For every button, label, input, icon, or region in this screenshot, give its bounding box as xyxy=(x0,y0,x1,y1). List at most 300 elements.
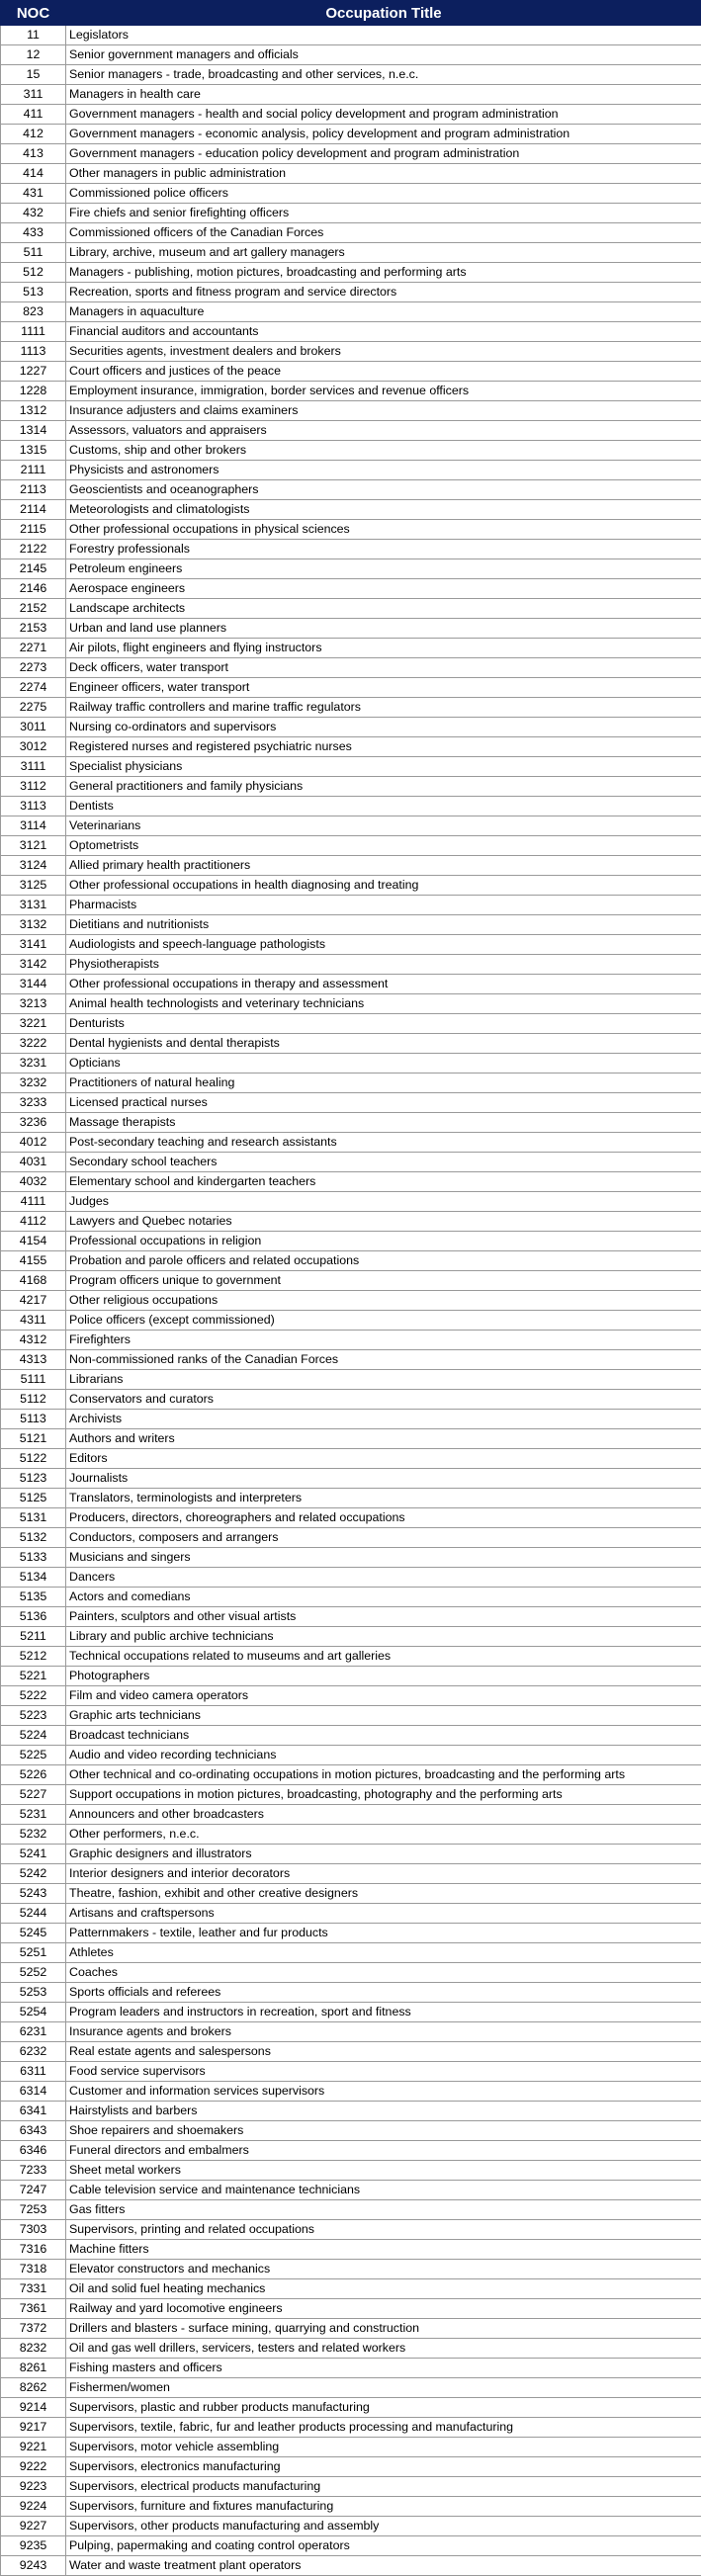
noc-cell[interactable]: 4012 xyxy=(1,1133,66,1153)
occupation-title-cell[interactable]: Customer and information services supervisors xyxy=(66,2082,701,2102)
occupation-title-cell[interactable]: Employment insurance, immigration, border services and revenue officers xyxy=(66,382,701,401)
occupation-title-cell[interactable]: Specialist physicians xyxy=(66,757,701,777)
occupation-title-cell[interactable]: Gas fitters xyxy=(66,2200,701,2220)
noc-cell[interactable]: 1228 xyxy=(1,382,66,401)
noc-cell[interactable]: 413 xyxy=(1,144,66,164)
table-row xyxy=(1,797,701,816)
noc-cell[interactable]: 5131 xyxy=(1,1508,66,1528)
noc-cell[interactable]: 1314 xyxy=(1,421,66,441)
noc-cell[interactable]: 5113 xyxy=(1,1410,66,1429)
noc-cell[interactable]: 3233 xyxy=(1,1093,66,1113)
occupation-title-cell[interactable]: Athletes xyxy=(66,1943,701,1963)
occupation-title-cell[interactable]: Secondary school teachers xyxy=(66,1153,701,1172)
occupation-title-cell[interactable]: Aerospace engineers xyxy=(66,579,701,599)
table-row xyxy=(1,1943,701,1963)
occupation-title-cell[interactable]: Railway traffic controllers and marine traffic regulators xyxy=(66,698,701,718)
noc-cell[interactable]: 8262 xyxy=(1,2378,66,2398)
noc-cell[interactable]: 412 xyxy=(1,125,66,144)
noc-cell[interactable]: 3132 xyxy=(1,915,66,935)
table-row xyxy=(1,1469,701,1489)
noc-cell[interactable]: 7372 xyxy=(1,2319,66,2339)
occupation-title-cell[interactable]: Food service supervisors xyxy=(66,2062,701,2082)
occupation-title-cell[interactable]: Managers in health care xyxy=(66,85,701,105)
header-noc[interactable]: NOC xyxy=(1,1,66,26)
noc-cell[interactable]: 2122 xyxy=(1,540,66,559)
occupation-title-cell[interactable]: Customs, ship and other brokers xyxy=(66,441,701,461)
occupation-title-cell[interactable]: Denturists xyxy=(66,1014,701,1034)
occupation-title-cell[interactable]: Dentists xyxy=(66,797,701,816)
occupation-title-cell[interactable]: Painters, sculptors and other visual artists xyxy=(66,1607,701,1627)
table-row xyxy=(1,2220,701,2240)
occupation-title-cell[interactable]: Non-commissioned ranks of the Canadian Forces xyxy=(66,1350,701,1370)
occupation-title-cell[interactable]: Pulping, papermaking and coating control operators xyxy=(66,2536,701,2556)
noc-cell[interactable]: 3121 xyxy=(1,836,66,856)
noc-cell[interactable]: 7233 xyxy=(1,2161,66,2181)
noc-cell[interactable]: 8261 xyxy=(1,2359,66,2378)
noc-cell[interactable]: 5232 xyxy=(1,1825,66,1845)
occupation-title-cell[interactable]: Photographers xyxy=(66,1667,701,1686)
noc-cell[interactable]: 4112 xyxy=(1,1212,66,1232)
occupation-title-cell[interactable]: Producers, directors, choreographers and related occupations xyxy=(66,1508,701,1528)
noc-cell[interactable]: 5226 xyxy=(1,1765,66,1785)
occupation-title-cell[interactable]: Real estate agents and salespersons xyxy=(66,2042,701,2062)
occupation-title-cell[interactable]: Technical occupations related to museums and art galleries xyxy=(66,1647,701,1667)
occupation-title-cell[interactable]: Elementary school and kindergarten teachers xyxy=(66,1172,701,1192)
noc-cell[interactable]: 6311 xyxy=(1,2062,66,2082)
table-row xyxy=(1,421,701,441)
occupation-title-cell[interactable]: Judges xyxy=(66,1192,701,1212)
noc-cell[interactable]: 1111 xyxy=(1,322,66,342)
occupation-title-cell[interactable]: Musicians and singers xyxy=(66,1548,701,1568)
occupation-title-cell[interactable]: Dancers xyxy=(66,1568,701,1588)
occupation-title-cell[interactable]: Practitioners of natural healing xyxy=(66,1073,701,1093)
occupation-title-cell[interactable]: Journalists xyxy=(66,1469,701,1489)
noc-cell[interactable]: 5125 xyxy=(1,1489,66,1508)
occupation-title-cell[interactable]: Other technical and co-ordinating occupations in motion pictures, broadcasting and the performing arts xyxy=(66,1765,701,1785)
noc-cell[interactable]: 7253 xyxy=(1,2200,66,2220)
noc-cell[interactable]: 5231 xyxy=(1,1805,66,1825)
occupation-title-cell[interactable]: Railway and yard locomotive engineers xyxy=(66,2299,701,2319)
noc-cell[interactable]: 3111 xyxy=(1,757,66,777)
noc-cell[interactable]: 5121 xyxy=(1,1429,66,1449)
noc-cell[interactable]: 512 xyxy=(1,263,66,283)
noc-cell[interactable]: 15 xyxy=(1,65,66,85)
table-row xyxy=(1,2319,701,2339)
table-row xyxy=(1,1706,701,1726)
noc-cell[interactable]: 7316 xyxy=(1,2240,66,2260)
noc-cell[interactable]: 5111 xyxy=(1,1370,66,1390)
occupation-title-cell[interactable]: Conductors, composers and arrangers xyxy=(66,1528,701,1548)
occupation-title-cell[interactable]: Supervisors, other products manufacturing and assembly xyxy=(66,2517,701,2536)
occupation-title-cell[interactable]: Other managers in public administration xyxy=(66,164,701,184)
occupation-title-cell[interactable]: Court officers and justices of the peace xyxy=(66,362,701,382)
occupation-title-cell[interactable]: Supervisors, printing and related occupations xyxy=(66,2220,701,2240)
occupation-title-cell[interactable]: Coaches xyxy=(66,1963,701,1983)
occupation-title-cell[interactable]: Drillers and blasters - surface mining, quarrying and construction xyxy=(66,2319,701,2339)
noc-cell[interactable]: 311 xyxy=(1,85,66,105)
noc-cell[interactable]: 3213 xyxy=(1,994,66,1014)
occupation-title-cell[interactable]: Animal health technologists and veterinary technicians xyxy=(66,994,701,1014)
noc-cell[interactable]: 3222 xyxy=(1,1034,66,1054)
noc-cell[interactable]: 4155 xyxy=(1,1251,66,1271)
occupation-title-cell[interactable]: Editors xyxy=(66,1449,701,1469)
occupation-title-cell[interactable]: Shoe repairers and shoemakers xyxy=(66,2121,701,2141)
noc-cell[interactable]: 2113 xyxy=(1,480,66,500)
noc-cell[interactable]: 6346 xyxy=(1,2141,66,2161)
occupation-title-cell[interactable]: Authors and writers xyxy=(66,1429,701,1449)
noc-cell[interactable]: 4154 xyxy=(1,1232,66,1251)
occupation-title-cell[interactable]: Firefighters xyxy=(66,1331,701,1350)
table-row xyxy=(1,1350,701,1370)
noc-cell[interactable]: 9223 xyxy=(1,2477,66,2497)
occupation-title-cell[interactable]: Patternmakers - textile, leather and fur products xyxy=(66,1924,701,1943)
occupation-title-cell[interactable]: Other professional occupations in health diagnosing and treating xyxy=(66,876,701,896)
occupation-title-cell[interactable]: Recreation, sports and fitness program and service directors xyxy=(66,283,701,302)
occupation-title-cell[interactable]: Meteorologists and climatologists xyxy=(66,500,701,520)
occupation-title-cell[interactable]: Senior managers - trade, broadcasting and other services, n.e.c. xyxy=(66,65,701,85)
occupation-title-cell[interactable]: Lawyers and Quebec notaries xyxy=(66,1212,701,1232)
noc-cell[interactable]: 3112 xyxy=(1,777,66,797)
noc-cell[interactable]: 3124 xyxy=(1,856,66,876)
noc-cell[interactable]: 5112 xyxy=(1,1390,66,1410)
noc-cell[interactable]: 1227 xyxy=(1,362,66,382)
table-row xyxy=(1,2398,701,2418)
table-body xyxy=(1,26,701,2576)
occupation-title-cell[interactable]: Program officers unique to government xyxy=(66,1271,701,1291)
noc-cell[interactable]: 5245 xyxy=(1,1924,66,1943)
table-row xyxy=(1,1825,701,1845)
occupation-title-cell[interactable]: Water and waste treatment plant operators xyxy=(66,2556,701,2576)
noc-cell[interactable]: 5243 xyxy=(1,1884,66,1904)
occupation-title-cell[interactable]: Other religious occupations xyxy=(66,1291,701,1311)
occupation-title-cell[interactable]: Pharmacists xyxy=(66,896,701,915)
noc-cell[interactable]: 5122 xyxy=(1,1449,66,1469)
noc-cell[interactable]: 411 xyxy=(1,105,66,125)
noc-cell[interactable]: 3231 xyxy=(1,1054,66,1073)
occupation-title-cell[interactable]: Allied primary health practitioners xyxy=(66,856,701,876)
occupation-title-cell[interactable]: Audio and video recording technicians xyxy=(66,1746,701,1765)
occupation-title-cell[interactable]: Registered nurses and registered psychiatric nurses xyxy=(66,737,701,757)
noc-cell[interactable]: 5251 xyxy=(1,1943,66,1963)
table-row xyxy=(1,1686,701,1706)
noc-cell[interactable]: 4031 xyxy=(1,1153,66,1172)
table-row xyxy=(1,2457,701,2477)
occupation-title-cell[interactable]: Audiologists and speech-language pathologists xyxy=(66,935,701,955)
table-row xyxy=(1,2042,701,2062)
occupation-title-cell[interactable]: Actors and comedians xyxy=(66,1588,701,1607)
noc-cell[interactable]: 9222 xyxy=(1,2457,66,2477)
noc-cell[interactable]: 5242 xyxy=(1,1864,66,1884)
noc-cell[interactable]: 3232 xyxy=(1,1073,66,1093)
occupation-title-cell[interactable]: Archivists xyxy=(66,1410,701,1429)
noc-cell[interactable]: 3125 xyxy=(1,876,66,896)
noc-cell[interactable]: 5241 xyxy=(1,1845,66,1864)
occupation-title-cell[interactable]: Supervisors, electrical products manufacturing xyxy=(66,2477,701,2497)
table-header xyxy=(1,1,701,26)
noc-cell[interactable]: 1315 xyxy=(1,441,66,461)
occupation-title-cell[interactable]: Supervisors, plastic and rubber products manufacturing xyxy=(66,2398,701,2418)
noc-cell[interactable]: 7331 xyxy=(1,2279,66,2299)
occupation-title-cell[interactable]: Petroleum engineers xyxy=(66,559,701,579)
occupation-title-cell[interactable]: Artisans and craftspersons xyxy=(66,1904,701,1924)
noc-cell[interactable]: 414 xyxy=(1,164,66,184)
occupation-title-cell[interactable]: Announcers and other broadcasters xyxy=(66,1805,701,1825)
noc-cell[interactable]: 5227 xyxy=(1,1785,66,1805)
table-row xyxy=(1,1785,701,1805)
noc-cell[interactable]: 6314 xyxy=(1,2082,66,2102)
occupation-title-cell[interactable]: Deck officers, water transport xyxy=(66,658,701,678)
noc-cell[interactable]: 3012 xyxy=(1,737,66,757)
noc-cell[interactable]: 2271 xyxy=(1,639,66,658)
noc-cell[interactable]: 7247 xyxy=(1,2181,66,2200)
occupation-title-cell[interactable]: Broadcast technicians xyxy=(66,1726,701,1746)
noc-cell[interactable]: 2152 xyxy=(1,599,66,619)
occupation-title-cell[interactable]: Government managers - economic analysis, policy development and program administration xyxy=(66,125,701,144)
noc-cell[interactable]: 2146 xyxy=(1,579,66,599)
noc-cell[interactable]: 5225 xyxy=(1,1746,66,1765)
noc-cell[interactable]: 4111 xyxy=(1,1192,66,1212)
occupation-title-cell[interactable]: Physiotherapists xyxy=(66,955,701,975)
occupation-title-cell[interactable]: Forestry professionals xyxy=(66,540,701,559)
noc-cell[interactable]: 3144 xyxy=(1,975,66,994)
occupation-title-cell[interactable]: Theatre, fashion, exhibit and other creative designers xyxy=(66,1884,701,1904)
table-row xyxy=(1,520,701,540)
table-row xyxy=(1,441,701,461)
noc-cell[interactable]: 6343 xyxy=(1,2121,66,2141)
noc-cell[interactable]: 2111 xyxy=(1,461,66,480)
noc-cell[interactable]: 2114 xyxy=(1,500,66,520)
noc-cell[interactable]: 5134 xyxy=(1,1568,66,1588)
table-row xyxy=(1,1568,701,1588)
occupation-title-cell[interactable]: Nursing co-ordinators and supervisors xyxy=(66,718,701,737)
table-row xyxy=(1,302,701,322)
occupation-title-cell[interactable]: Sheet metal workers xyxy=(66,2161,701,2181)
noc-cell[interactable]: 432 xyxy=(1,204,66,223)
occupation-title-cell[interactable]: Library, archive, museum and art gallery managers xyxy=(66,243,701,263)
table-row xyxy=(1,480,701,500)
occupation-title-cell[interactable]: Library and public archive technicians xyxy=(66,1627,701,1647)
occupation-title-cell[interactable]: Hairstylists and barbers xyxy=(66,2102,701,2121)
occupation-title-cell[interactable]: Supervisors, motor vehicle assembling xyxy=(66,2438,701,2457)
noc-cell[interactable]: 2274 xyxy=(1,678,66,698)
noc-cell[interactable]: 9217 xyxy=(1,2418,66,2438)
noc-cell[interactable]: 8232 xyxy=(1,2339,66,2359)
noc-cell[interactable]: 3131 xyxy=(1,896,66,915)
noc-cell[interactable]: 433 xyxy=(1,223,66,243)
occupation-title-cell[interactable]: Engineer officers, water transport xyxy=(66,678,701,698)
noc-cell[interactable]: 5223 xyxy=(1,1706,66,1726)
occupation-title-cell[interactable]: Cable television service and maintenance technicians xyxy=(66,2181,701,2200)
occupation-title-cell[interactable]: Senior government managers and officials xyxy=(66,45,701,65)
header-occupation-title[interactable]: Occupation Title xyxy=(66,1,701,26)
noc-cell[interactable]: 9221 xyxy=(1,2438,66,2457)
noc-cell[interactable]: 7318 xyxy=(1,2260,66,2279)
noc-cell[interactable]: 11 xyxy=(1,26,66,45)
occupation-title-cell[interactable]: Graphic arts technicians xyxy=(66,1706,701,1726)
noc-cell[interactable]: 9243 xyxy=(1,2556,66,2576)
noc-cell[interactable]: 6231 xyxy=(1,2022,66,2042)
noc-cell[interactable]: 12 xyxy=(1,45,66,65)
noc-cell[interactable]: 1312 xyxy=(1,401,66,421)
table-row xyxy=(1,757,701,777)
noc-cell[interactable]: 4032 xyxy=(1,1172,66,1192)
noc-cell[interactable]: 5135 xyxy=(1,1588,66,1607)
occupation-title-cell[interactable]: Elevator constructors and mechanics xyxy=(66,2260,701,2279)
noc-cell[interactable]: 3142 xyxy=(1,955,66,975)
noc-cell[interactable]: 3221 xyxy=(1,1014,66,1034)
noc-cell[interactable]: 3236 xyxy=(1,1113,66,1133)
noc-cell[interactable]: 431 xyxy=(1,184,66,204)
noc-cell[interactable]: 7361 xyxy=(1,2299,66,2319)
noc-cell[interactable]: 4217 xyxy=(1,1291,66,1311)
noc-cell[interactable]: 5132 xyxy=(1,1528,66,1548)
noc-cell[interactable]: 2145 xyxy=(1,559,66,579)
occupation-title-cell[interactable]: Insurance agents and brokers xyxy=(66,2022,701,2042)
noc-cell[interactable]: 5224 xyxy=(1,1726,66,1746)
table-row xyxy=(1,836,701,856)
occupation-title-cell[interactable]: Dietitians and nutritionists xyxy=(66,915,701,935)
noc-cell[interactable]: 511 xyxy=(1,243,66,263)
occupation-title-cell[interactable]: Interior designers and interior decorators xyxy=(66,1864,701,1884)
noc-cell[interactable]: 4311 xyxy=(1,1311,66,1331)
noc-cell[interactable]: 5221 xyxy=(1,1667,66,1686)
occupation-title-cell[interactable]: Optometrists xyxy=(66,836,701,856)
occupation-title-cell[interactable]: Physicists and astronomers xyxy=(66,461,701,480)
occupation-title-cell[interactable]: Assessors, valuators and appraisers xyxy=(66,421,701,441)
noc-cell[interactable]: 9214 xyxy=(1,2398,66,2418)
occupation-title-cell[interactable]: Managers in aquaculture xyxy=(66,302,701,322)
occupation-title-cell[interactable]: Professional occupations in religion xyxy=(66,1232,701,1251)
noc-cell[interactable]: 9235 xyxy=(1,2536,66,2556)
occupation-title-cell[interactable]: Machine fitters xyxy=(66,2240,701,2260)
noc-cell[interactable]: 5211 xyxy=(1,1627,66,1647)
occupation-title-cell[interactable]: Film and video camera operators xyxy=(66,1686,701,1706)
noc-cell[interactable]: 2115 xyxy=(1,520,66,540)
noc-cell[interactable]: 5123 xyxy=(1,1469,66,1489)
occupation-title-cell[interactable]: Oil and solid fuel heating mechanics xyxy=(66,2279,701,2299)
noc-cell[interactable]: 5252 xyxy=(1,1963,66,1983)
table-row xyxy=(1,718,701,737)
occupation-title-cell[interactable]: Translators, terminologists and interpreters xyxy=(66,1489,701,1508)
occupation-title-cell[interactable]: Probation and parole officers and related occupations xyxy=(66,1251,701,1271)
occupation-title-cell[interactable]: Oil and gas well drillers, servicers, testers and related workers xyxy=(66,2339,701,2359)
occupation-title-cell[interactable]: Legislators xyxy=(66,26,701,45)
noc-cell[interactable]: 5222 xyxy=(1,1686,66,1706)
noc-cell[interactable]: 4312 xyxy=(1,1331,66,1350)
occupation-title-cell[interactable]: Insurance adjusters and claims examiners xyxy=(66,401,701,421)
noc-cell[interactable]: 2275 xyxy=(1,698,66,718)
occupation-title-cell[interactable]: Geoscientists and oceanographers xyxy=(66,480,701,500)
noc-cell[interactable]: 5253 xyxy=(1,1983,66,2003)
noc-cell[interactable]: 3011 xyxy=(1,718,66,737)
noc-cell[interactable]: 2153 xyxy=(1,619,66,639)
table-row xyxy=(1,243,701,263)
occupation-title-cell[interactable]: Financial auditors and accountants xyxy=(66,322,701,342)
table-row xyxy=(1,1864,701,1884)
noc-cell[interactable]: 4168 xyxy=(1,1271,66,1291)
noc-cell[interactable]: 3113 xyxy=(1,797,66,816)
occupation-title-cell[interactable]: Fire chiefs and senior firefighting officers xyxy=(66,204,701,223)
occupation-title-cell[interactable]: Veterinarians xyxy=(66,816,701,836)
noc-cell[interactable]: 6341 xyxy=(1,2102,66,2121)
occupation-title-cell[interactable]: Other professional occupations in physical sciences xyxy=(66,520,701,540)
noc-cell[interactable]: 5212 xyxy=(1,1647,66,1667)
noc-cell[interactable]: 823 xyxy=(1,302,66,322)
occupation-title-cell[interactable]: Program leaders and instructors in recreation, sport and fitness xyxy=(66,2003,701,2022)
noc-cell[interactable]: 6232 xyxy=(1,2042,66,2062)
occupation-title-cell[interactable]: Massage therapists xyxy=(66,1113,701,1133)
noc-cell[interactable]: 9227 xyxy=(1,2517,66,2536)
noc-cell[interactable]: 5133 xyxy=(1,1548,66,1568)
occupation-title-cell[interactable]: Supervisors, textile, fabric, fur and leather products processing and manufacturing xyxy=(66,2418,701,2438)
occupation-title-cell[interactable]: Licensed practical nurses xyxy=(66,1093,701,1113)
noc-cell[interactable]: 3141 xyxy=(1,935,66,955)
noc-cell[interactable]: 3114 xyxy=(1,816,66,836)
table-row xyxy=(1,1212,701,1232)
occupation-title-cell[interactable]: Fishing masters and officers xyxy=(66,2359,701,2378)
occupation-title-cell[interactable]: Librarians xyxy=(66,1370,701,1390)
table-row xyxy=(1,45,701,65)
table-row xyxy=(1,2497,701,2517)
noc-cell[interactable]: 7303 xyxy=(1,2220,66,2240)
noc-cell[interactable]: 5254 xyxy=(1,2003,66,2022)
noc-cell[interactable]: 2273 xyxy=(1,658,66,678)
occupation-title-cell[interactable]: Managers - publishing, motion pictures, broadcasting and performing arts xyxy=(66,263,701,283)
occupation-title-cell[interactable]: General practitioners and family physicians xyxy=(66,777,701,797)
noc-cell[interactable]: 513 xyxy=(1,283,66,302)
occupation-title-cell[interactable]: Other professional occupations in therapy and assessment xyxy=(66,975,701,994)
occupation-title-cell[interactable]: Conservators and curators xyxy=(66,1390,701,1410)
table-row xyxy=(1,1627,701,1647)
occupation-title-cell[interactable]: Other performers, n.e.c. xyxy=(66,1825,701,1845)
occupation-title-cell[interactable]: Dental hygienists and dental therapists xyxy=(66,1034,701,1054)
occupation-title-cell[interactable]: Funeral directors and embalmers xyxy=(66,2141,701,2161)
occupation-title-cell[interactable]: Urban and land use planners xyxy=(66,619,701,639)
table-row xyxy=(1,322,701,342)
occupation-title-cell[interactable]: Police officers (except commissioned) xyxy=(66,1311,701,1331)
table-row xyxy=(1,1172,701,1192)
occupation-title-cell[interactable]: Fishermen/women xyxy=(66,2378,701,2398)
occupation-title-cell[interactable]: Sports officials and referees xyxy=(66,1983,701,2003)
table-row xyxy=(1,599,701,619)
occupation-title-cell[interactable]: Commissioned officers of the Canadian Forces xyxy=(66,223,701,243)
table-row xyxy=(1,1726,701,1746)
table-row xyxy=(1,1924,701,1943)
occupation-title-cell[interactable]: Post-secondary teaching and research assistants xyxy=(66,1133,701,1153)
occupation-title-cell[interactable]: Air pilots, flight engineers and flying instructors xyxy=(66,639,701,658)
noc-cell[interactable]: 4313 xyxy=(1,1350,66,1370)
noc-cell[interactable]: 9224 xyxy=(1,2497,66,2517)
noc-cell[interactable]: 5136 xyxy=(1,1607,66,1627)
occupation-title-cell[interactable]: Securities agents, investment dealers and brokers xyxy=(66,342,701,362)
table-row xyxy=(1,2102,701,2121)
occupation-title-cell[interactable]: Government managers - education policy development and program administration xyxy=(66,144,701,164)
occupation-title-cell[interactable]: Graphic designers and illustrators xyxy=(66,1845,701,1864)
occupation-title-cell[interactable]: Landscape architects xyxy=(66,599,701,619)
noc-cell[interactable]: 1113 xyxy=(1,342,66,362)
noc-cell[interactable]: 5244 xyxy=(1,1904,66,1924)
occupation-title-cell[interactable]: Support occupations in motion pictures, broadcasting, photography and the performing arts xyxy=(66,1785,701,1805)
occupation-title-cell[interactable]: Government managers - health and social policy development and program administration xyxy=(66,105,701,125)
occupation-title-cell[interactable]: Supervisors, electronics manufacturing xyxy=(66,2457,701,2477)
table-row xyxy=(1,1607,701,1627)
table-row xyxy=(1,2121,701,2141)
occupation-title-cell[interactable]: Opticians xyxy=(66,1054,701,1073)
occupation-title-cell[interactable]: Supervisors, furniture and fixtures manufacturing xyxy=(66,2497,701,2517)
table-row xyxy=(1,639,701,658)
occupation-title-cell[interactable]: Commissioned police officers xyxy=(66,184,701,204)
table-row xyxy=(1,2181,701,2200)
